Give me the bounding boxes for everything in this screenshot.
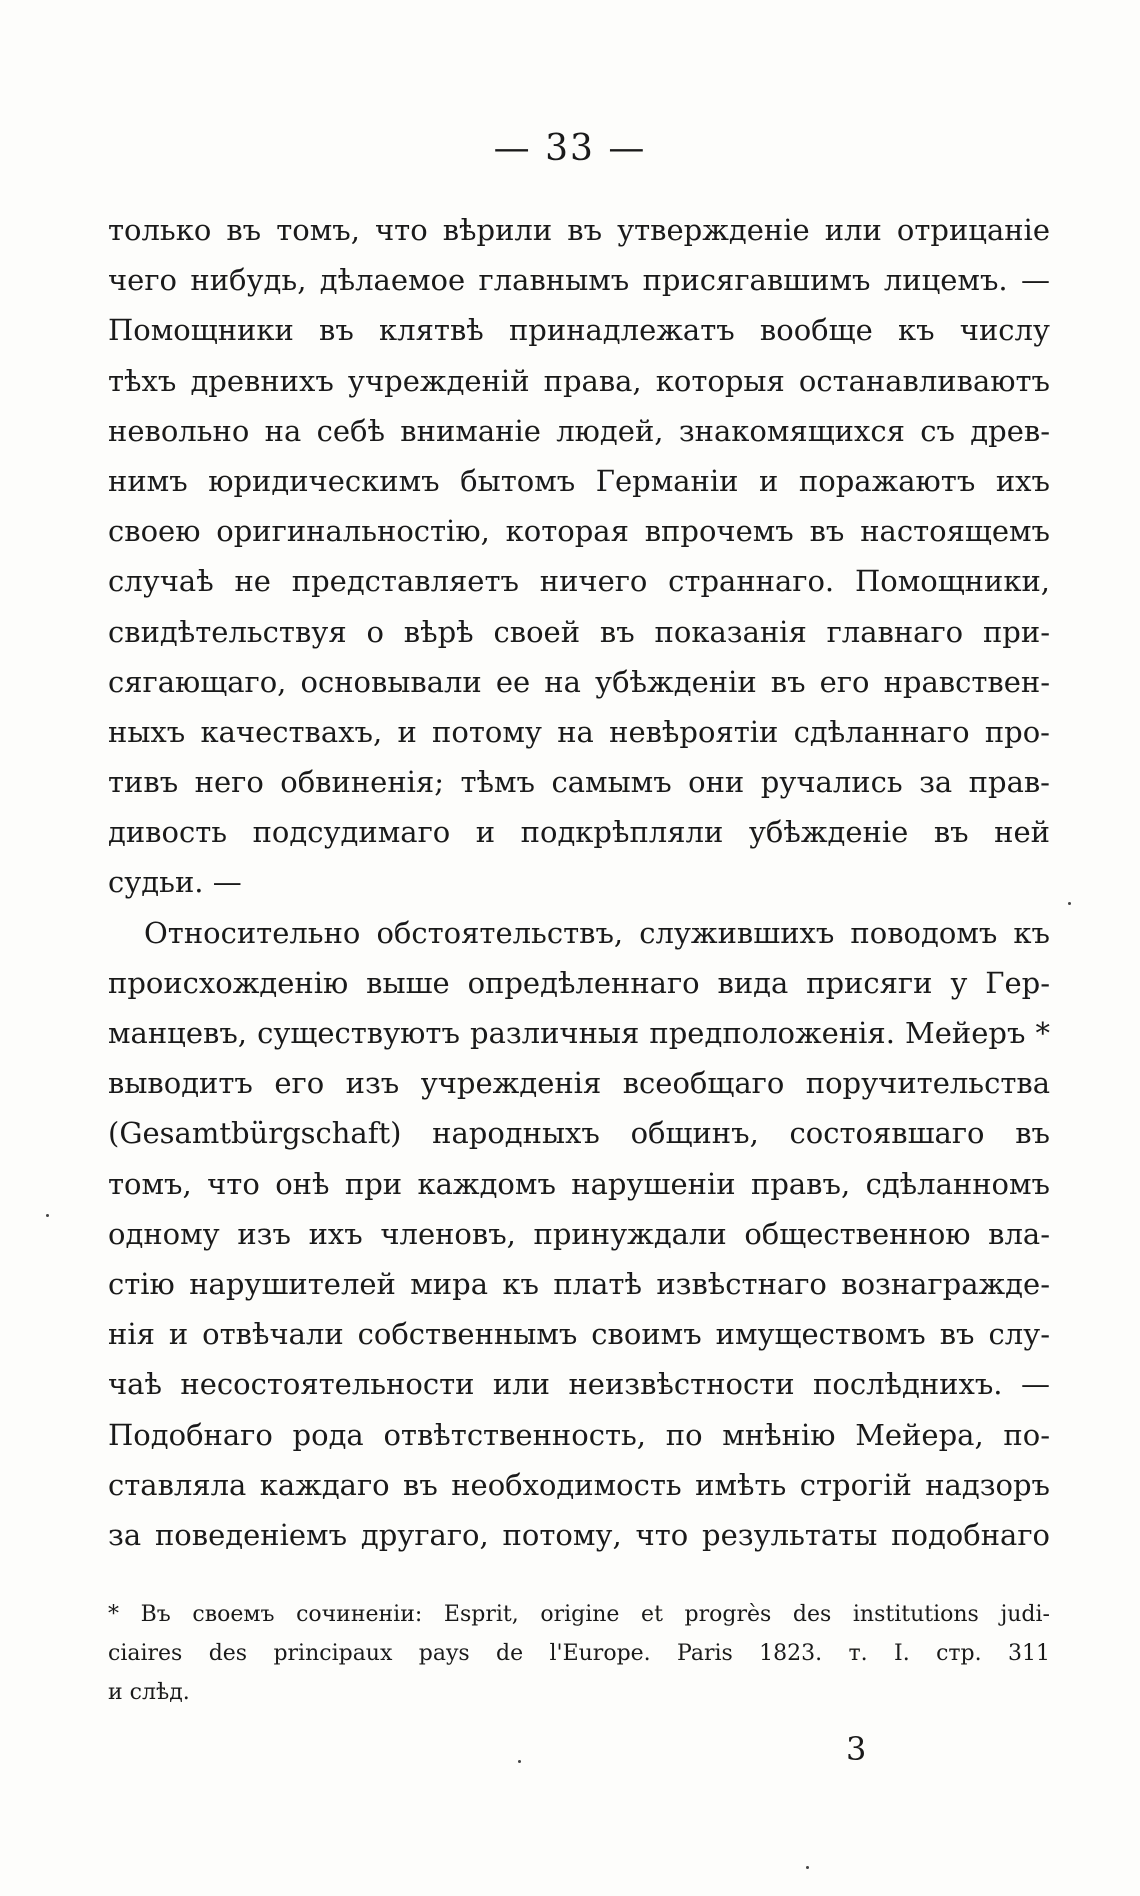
text-line: только въ томъ, что вѣрили въ утвержденіе или отрицаніе xyxy=(108,213,1050,247)
text-line: ставляла каждаго въ необходимость имѣть строгій надзоръ xyxy=(108,1467,1050,1502)
text-line: тивъ него обвиненія; тѣмъ самымъ они ручались за прав- xyxy=(108,765,1050,800)
paper-speck xyxy=(806,1866,809,1869)
text-line: судьи. — xyxy=(108,865,242,900)
footnote xyxy=(108,1595,1050,1712)
text-line: тѣхъ древнихъ учрежденій права, которыя останавливаютъ xyxy=(108,363,1050,398)
text-line: чаѣ несостоятельности или неизвѣстности послѣднихъ. — xyxy=(108,1367,1050,1402)
text-line: одному изъ ихъ членовъ, принуждали общественною вла- xyxy=(108,1216,1050,1251)
text-line: своею оригинальностію, которая впрочемъ въ настоящемъ xyxy=(108,514,1050,549)
footnote-line: ciaires des principaux pays de l'Europe. Paris 1823. т. I. стр. 311 xyxy=(108,1641,1050,1666)
paragraph-2 xyxy=(108,908,1050,1560)
text-line: нія и отвѣчали собственнымъ своимъ имуществомъ въ слу- xyxy=(108,1317,1050,1352)
page-number-header: — 33 — xyxy=(493,128,647,169)
text-line: происхожденію выше опредѣленнаго вида присяги у Гер- xyxy=(108,965,1050,1000)
text-line: выводитъ его изъ учрежденія всеобщаго поручительства xyxy=(108,1066,1050,1101)
text-line: дивость подсудимаго и подкрѣпляли убѣжденіе въ ней xyxy=(108,815,1050,850)
text-line: томъ, что онѣ при каждомъ нарушеніи правъ, сдѣланномъ xyxy=(108,1166,1050,1201)
signature-mark: 3 xyxy=(846,1730,867,1768)
main-text xyxy=(108,205,1050,1560)
footnote-line: * Въ своемъ сочиненіи: Esprit, origine et progrès des institutions judi- xyxy=(108,1602,1050,1627)
text-line: манцевъ, существуютъ различныя предположенія. Мейеръ * xyxy=(108,1016,1050,1050)
paper-speck xyxy=(1068,902,1071,905)
text-line: чего нибудь, дѣлаемое главнымъ присягавшимъ лицемъ. — xyxy=(108,263,1050,298)
text-line: Помощники въ клятвѣ принадлежатъ вообще къ числу xyxy=(108,313,1050,348)
paper-speck xyxy=(46,1214,49,1217)
text-line: свидѣтельствуя о вѣрѣ своей въ показанія главнаго при- xyxy=(108,614,1050,649)
text-line: невольно на себѣ вниманіе людей, знакомящихся съ древ- xyxy=(108,413,1050,448)
text-line: стію нарушителей мира къ платѣ извѣстнаго вознагражде- xyxy=(108,1266,1050,1301)
paragraph-1 xyxy=(108,205,1050,908)
text-line: Подобнаго рода отвѣтственность, по мнѣнію Мейера, по- xyxy=(108,1417,1050,1452)
paper-speck xyxy=(518,1760,521,1763)
text-line: за поведеніемъ другаго, потому, что результаты подобнаго xyxy=(108,1517,1050,1552)
text-line: нимъ юридическимъ бытомъ Германіи и поражаютъ ихъ xyxy=(108,463,1050,498)
text-line: ныхъ качествахъ, и потому на невѣроятіи сдѣланнаго про- xyxy=(108,714,1050,749)
footnote-line: и слѣд. xyxy=(108,1680,190,1705)
text-line: сягающаго, основывали ее на убѣжденіи въ его нравствен- xyxy=(108,664,1050,699)
text-line: случаѣ не представляетъ ничего страннаго. Помощники, xyxy=(108,564,1050,599)
text-line: Относительно обстоятельствъ, служившихъ поводомъ къ xyxy=(144,915,1050,950)
text-line: (Gesamtbürgschaft) народныхъ общинъ, состоявшаго въ xyxy=(108,1116,1050,1151)
